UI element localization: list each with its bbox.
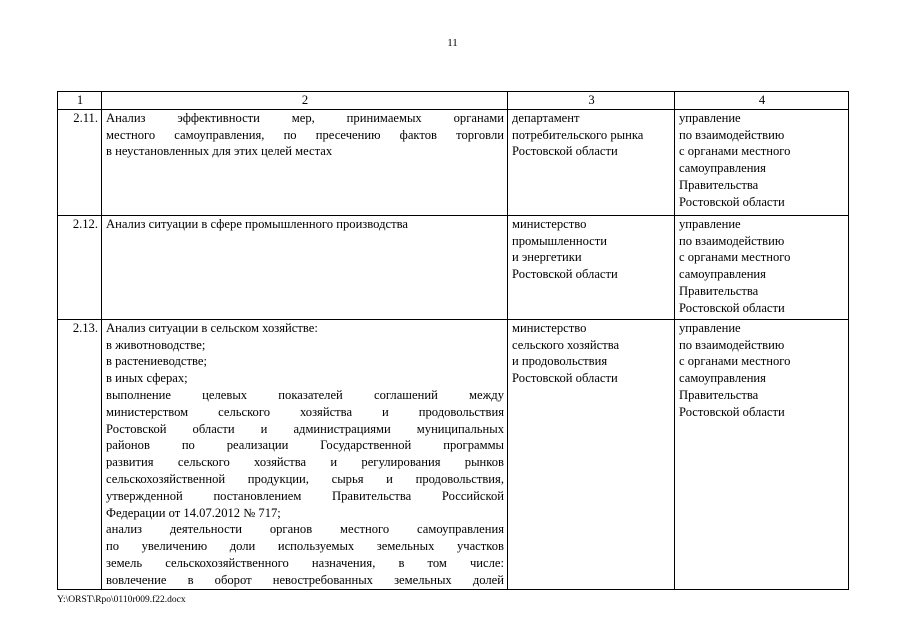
row-responsible <box>508 109 675 215</box>
coordinator-line: управление <box>679 320 741 335</box>
header-col-1: 1 <box>58 92 102 110</box>
coordinator-line: Правительства <box>679 283 759 298</box>
description-line: Федерации от 14.07.2012 № 717; <box>106 505 281 520</box>
coordinator-line: по взаимодействию <box>679 337 785 352</box>
description-line: в растениеводстве; <box>106 354 207 369</box>
description-line: Ростовской области и администрациями муниципальных <box>106 421 504 436</box>
description-line: в животноводстве; <box>106 337 206 352</box>
description-line: развития сельского хозяйства и регулирования рынков <box>106 455 504 470</box>
header-col-4: 4 <box>675 92 849 110</box>
description-line: сельскохозяйственной продукции, сырья и продовольствия, <box>106 471 504 486</box>
coordinator-line: Ростовской области <box>679 194 785 209</box>
table-row <box>58 319 849 589</box>
coordinator-line: управление <box>679 216 741 231</box>
responsible-line: сельского хозяйства <box>512 337 620 352</box>
description-line: министерством сельского хозяйства и продовольствия <box>106 404 504 419</box>
coordinator-line: самоуправления <box>679 371 766 386</box>
description-line: анализ деятельности органов местного самоуправления <box>106 522 504 537</box>
coordinator-line: по взаимодействию <box>679 233 785 248</box>
responsible-line: департамент <box>512 110 580 125</box>
footer-file-path: Y:\ORST\Rpo\0110r009.f22.docx <box>57 595 186 605</box>
row-coordinator <box>675 215 849 319</box>
row-description <box>102 109 508 215</box>
coordinator-line: с органами местного <box>679 250 791 265</box>
description-line: в неустановленных для этих целей местах <box>106 144 333 159</box>
responsible-line: и энергетики <box>512 250 582 265</box>
description-line: выполнение целевых показателей соглашений между <box>106 387 504 402</box>
coordinator-line: самоуправления <box>679 267 766 282</box>
page-number: 11 <box>447 37 458 49</box>
responsible-line: Ростовской области <box>512 144 618 159</box>
description-line: вовлечение в оборот невостребованных земельных долей <box>106 572 504 587</box>
row-description <box>102 215 508 319</box>
description-line: в иных сферах; <box>106 371 188 386</box>
description-line: земель сельскохозяйственного назначения, в том числе: <box>106 555 504 570</box>
coordinator-line: Ростовской области <box>679 300 785 315</box>
coordinator-line: Ростовской области <box>679 404 785 419</box>
row-coordinator <box>675 319 849 589</box>
responsible-line: Ростовской области <box>512 267 618 282</box>
row-number: 2.13. <box>58 319 102 589</box>
responsible-line: и продовольствия <box>512 354 608 369</box>
description-line: Анализ эффективности мер, принимаемых органами <box>106 110 504 125</box>
description-line: местного самоуправления, по пресечению фактов торговли <box>106 127 504 142</box>
responsible-line: промышленности <box>512 233 608 248</box>
responsible-line: Ростовской области <box>512 371 618 386</box>
description-line: Анализ ситуации в сфере промышленного производства <box>106 216 408 231</box>
coordinator-line: по взаимодействию <box>679 127 785 142</box>
description-line: Анализ ситуации в сельском хозяйстве: <box>106 320 318 335</box>
description-line: по увеличению доли используемых земельных участков <box>106 539 504 554</box>
row-number: 2.12. <box>58 215 102 319</box>
document-table <box>57 91 849 590</box>
responsible-line: министерство <box>512 216 587 231</box>
coordinator-line: управление <box>679 110 741 125</box>
row-description <box>102 319 508 589</box>
table-row <box>58 109 849 215</box>
header-col-3: 3 <box>508 92 675 110</box>
description-line: районов по реализации Государственной программы <box>106 438 504 453</box>
table-row <box>58 215 849 319</box>
coordinator-line: самоуправления <box>679 161 766 176</box>
description-line: утвержденной постановлением Правительства Российской <box>106 488 504 503</box>
coordinator-line: с органами местного <box>679 354 791 369</box>
responsible-line: потребительского рынка <box>512 127 644 142</box>
row-responsible <box>508 319 675 589</box>
coordinator-line: Правительства <box>679 387 759 402</box>
row-responsible <box>508 215 675 319</box>
table-header-row <box>58 92 849 110</box>
responsible-line: министерство <box>512 320 587 335</box>
header-col-2: 2 <box>102 92 508 110</box>
coordinator-line: с органами местного <box>679 144 791 159</box>
row-coordinator <box>675 109 849 215</box>
coordinator-line: Правительства <box>679 177 759 192</box>
row-number: 2.11. <box>58 109 102 215</box>
